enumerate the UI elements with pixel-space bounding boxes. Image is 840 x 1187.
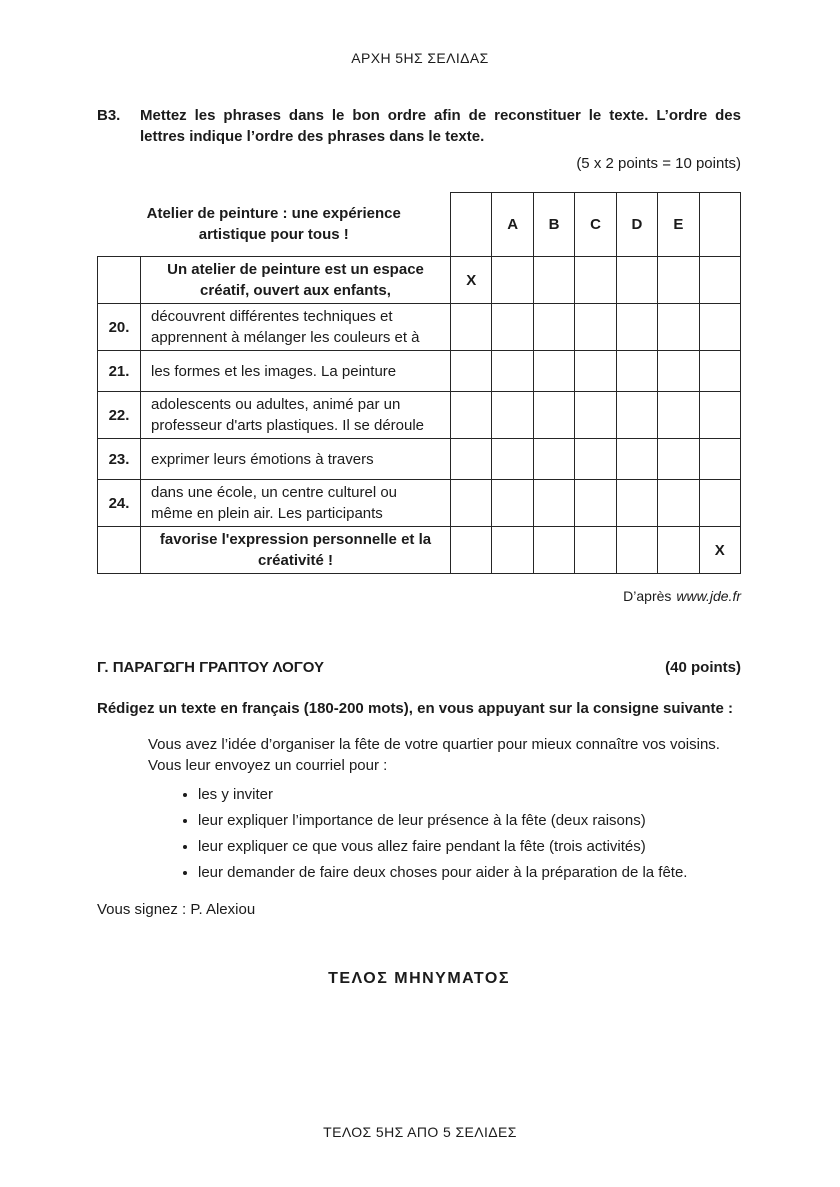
task-list-item: • leur expliquer ce que vous allez faire pendant la fête (trois activités) — [198, 836, 741, 857]
answer-cell — [575, 304, 616, 351]
table-title: Atelier de peinture : une expérience artistique pour tous ! — [146, 205, 401, 244]
points-c: (40 points) — [665, 659, 741, 676]
answer-cell — [451, 351, 492, 392]
answer-cell — [492, 480, 533, 527]
answer-cell — [451, 527, 492, 574]
answer-cell — [658, 527, 699, 574]
table-row — [98, 257, 741, 304]
task-list-item: • leur expliquer l’importance de leur présence à la fête (deux raisons) — [198, 810, 741, 831]
answer-cell — [699, 439, 740, 480]
points-b3: (5 x 2 points = 10 points) — [576, 155, 741, 172]
sentence-text: exprimer leurs émotions à travers — [141, 439, 451, 480]
source-website-link: www.jde.fr — [676, 588, 741, 604]
table-row — [98, 527, 741, 574]
answer-cell — [575, 392, 616, 439]
scenario-line-1: Vous avez l’idée d’organiser la fête de votre quartier pour mieux connaître vos voisins. — [148, 736, 720, 753]
table-row — [98, 392, 741, 439]
sentence-number — [98, 257, 141, 304]
section-c-instruction: Rédigez un texte en français (180-200 mots), en vous appuyant sur la consigne suivante : — [97, 700, 734, 717]
scenario-block — [97, 734, 741, 883]
answer-cell — [575, 439, 616, 480]
answer-cell — [616, 480, 657, 527]
table-row — [98, 439, 741, 480]
answer-cell — [533, 439, 574, 480]
answer-cell — [658, 304, 699, 351]
page-footer: ΤΕΛΟΣ 5ΗΣ ΑΠΟ 5 ΣΕΛΙΔΕΣ — [323, 1124, 517, 1140]
sentence-text: dans une école, un centre culturel ou même en plein air. Les participants — [141, 480, 451, 527]
answer-table-body — [98, 193, 741, 574]
answer-cell — [492, 351, 533, 392]
answer-cell — [616, 392, 657, 439]
table-row — [98, 480, 741, 527]
sentence-number: 24. — [98, 480, 141, 527]
sentence-text: adolescents ou adultes, animé par un professeur d'arts plastiques. Il se déroule — [141, 392, 451, 439]
exercise-number: B3. — [97, 107, 121, 124]
answer-cell — [658, 257, 699, 304]
answer-cell — [575, 351, 616, 392]
sentence-text: découvrent différentes techniques et apprennent à mélanger les couleurs et à — [141, 304, 451, 351]
answer-cell — [492, 527, 533, 574]
answer-cell — [451, 304, 492, 351]
answer-cell — [533, 527, 574, 574]
answer-cell — [616, 304, 657, 351]
answer-cell — [533, 351, 574, 392]
table-row — [98, 304, 741, 351]
answer-cell — [492, 304, 533, 351]
answer-cell — [451, 439, 492, 480]
sentence-text: favorise l'expression personnelle et la créativité ! — [141, 527, 451, 574]
answer-cell — [533, 257, 574, 304]
section-c-title: Γ. ΠΑΡΑΓΩΓΗ ΓΡΑΠΤΟΥ ΛΟΓΟΥ — [97, 659, 325, 676]
answer-cell — [575, 527, 616, 574]
answer-cell — [533, 304, 574, 351]
answer-cell — [658, 439, 699, 480]
answer-cell — [699, 392, 740, 439]
answer-cell — [533, 480, 574, 527]
answer-cell — [451, 392, 492, 439]
answer-cell — [451, 480, 492, 527]
answer-cell — [575, 480, 616, 527]
answer-cell — [616, 351, 657, 392]
answer-column-header-blank — [451, 193, 492, 257]
answer-cell — [616, 257, 657, 304]
answer-mark-cell: X — [699, 527, 740, 574]
sentence-number: 21. — [98, 351, 141, 392]
sentence-text: les formes et les images. La peinture — [141, 351, 451, 392]
table-row — [98, 351, 741, 392]
source-prefix: D’après — [623, 588, 672, 604]
answer-cell — [658, 480, 699, 527]
answer-cell — [658, 392, 699, 439]
answer-cell — [699, 480, 740, 527]
answer-column-header: B — [533, 193, 574, 257]
sentence-number: 22. — [98, 392, 141, 439]
signature-line: Vous signez : P. Alexiou — [97, 901, 256, 918]
section-c-heading-row — [97, 657, 741, 678]
answer-table — [97, 192, 741, 574]
exercise-instruction: Mettez les phrases dans le bon ordre afin de reconstituer le texte. L’ordre des lettres indique l’ordre des phrases dans le texte. — [140, 107, 741, 145]
task-list — [148, 784, 741, 883]
answer-cell — [616, 439, 657, 480]
answer-cell — [658, 351, 699, 392]
answer-cell — [699, 257, 740, 304]
answer-cell — [533, 392, 574, 439]
answer-cell — [492, 257, 533, 304]
answer-cell — [699, 351, 740, 392]
end-of-message: ΤΕΛΟΣ ΜΗΝΥΜΑΤΟΣ — [328, 970, 510, 987]
scenario-line-2: Vous leur envoyez un courriel pour : — [148, 757, 388, 774]
answer-cell — [616, 527, 657, 574]
answer-column-header: D — [616, 193, 657, 257]
sentence-number — [98, 527, 141, 574]
exercise-b3-heading — [97, 105, 741, 147]
answer-cell — [699, 304, 740, 351]
answer-column-header: C — [575, 193, 616, 257]
task-list-item: • leur demander de faire deux choses pour aider à la préparation de la fête. — [198, 862, 741, 883]
answer-cell — [492, 439, 533, 480]
page-content — [0, 105, 840, 989]
answer-cell — [575, 257, 616, 304]
answer-column-header: A — [492, 193, 533, 257]
sentence-number: 20. — [98, 304, 141, 351]
sentence-number: 23. — [98, 439, 141, 480]
scenario-text — [148, 734, 741, 776]
sentence-text: Un atelier de peinture est un espace créatif, ouvert aux enfants, — [141, 257, 451, 304]
answer-mark-cell: X — [451, 257, 492, 304]
source-attribution — [97, 586, 741, 607]
answer-column-header: E — [658, 193, 699, 257]
table-header-row — [98, 193, 741, 257]
page-header: ΑΡΧΗ 5ΗΣ ΣΕΛΙΔΑΣ — [351, 50, 489, 66]
task-list-item: • les y inviter — [198, 784, 741, 805]
answer-cell — [492, 392, 533, 439]
answer-column-header-blank — [699, 193, 740, 257]
